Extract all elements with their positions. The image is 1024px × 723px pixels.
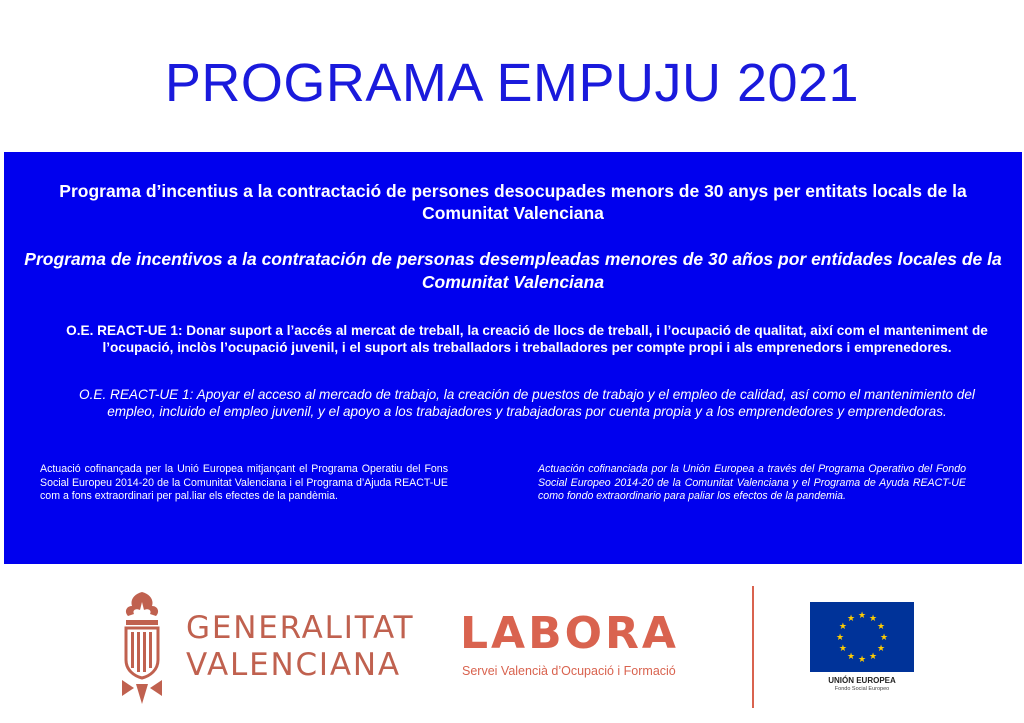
- labora-logo: LABORA: [460, 608, 679, 659]
- eu-sublabel: Fondo Social Europeo: [834, 686, 890, 692]
- svg-text:★: ★: [846, 613, 856, 624]
- labora-subtitle: Servei Valencià d’Ocupació i Formació: [462, 664, 676, 678]
- objective-valencian: O.E. REACT-UE 1: Donar suport a l’accés al mercat de treball, la creació de llocs de treball, i l’ocupació de qualitat, així com el manteniment de l’ocupació, inclòs l’ocupació juvenil, i el suport als treballadors i treballadores per compte propi i als emprenedors i emprenedores.: [66, 323, 988, 355]
- program-subtitle-valencian: Programa d’incentius a la contractació de persones desocupades menors de 30 anys per entitats locals de la Comunitat Valenciana: [59, 181, 967, 223]
- cofinancing-note-spanish: Actuación cofinanciada por la Unión Europea a través del Programa Operativo del Fondo Social Europeo 2014-20 de la Comunitat Valenciana y el Programa de Ayuda REACT-UE como fondo extraordinario para paliar los efectos de la pandemia.: [538, 463, 966, 502]
- objective-spanish: O.E. REACT-UE 1: Apoyar el acceso al mercado de trabajo, la creación de puestos de trabajo y el empleo de calidad, así como el mantenimiento del empleo, incluido el empleo juvenil, y el apoyo a los trabajadores y trabajadoras por cuenta propia y a los emprendedores y emprendedoras.: [79, 387, 975, 419]
- svg-text:★: ★: [868, 613, 878, 624]
- svg-text:★: ★: [838, 622, 847, 632]
- eu-flag-icon: [810, 602, 914, 672]
- svg-text:★: ★: [877, 644, 886, 654]
- generalitat-line2: VALENCIANA: [186, 647, 401, 683]
- program-subtitle-spanish: Programa de incentivos a la contratación de personas desempleadas menores de 30 años por entidades locales de la Comunitat Valenciana: [24, 249, 1002, 292]
- logo-bar: [0, 580, 1024, 723]
- svg-text:★: ★: [877, 622, 886, 632]
- eu-label: UNIÓN EUROPEA: [828, 676, 896, 685]
- generalitat-line1: GENERALITAT: [186, 610, 415, 646]
- page-title: PROGRAMA EMPUJU 2021: [164, 53, 860, 113]
- svg-text:★: ★: [846, 652, 856, 663]
- cofinancing-note-valencian: Actuació cofinançada per la Unió Europea mitjançant el Programa Operatiu del Fons Social Europeu 2014-20 de la Comunitat Valenciana i el Programa d’Ajuda REACT-UE com a fons extraordinari per pal.liar els efectes de la pandèmia.: [40, 463, 448, 502]
- program-info-panel: [4, 152, 1022, 564]
- generalitat-emblem-icon: [112, 588, 172, 708]
- svg-text:★: ★: [857, 611, 867, 621]
- svg-text:★: ★: [838, 644, 847, 654]
- svg-text:★: ★: [879, 633, 889, 643]
- svg-text:★: ★: [835, 633, 845, 643]
- svg-text:★: ★: [857, 655, 867, 665]
- generalitat-logo-text: [186, 610, 414, 684]
- svg-text:★: ★: [868, 652, 878, 663]
- logo-divider: [752, 586, 754, 708]
